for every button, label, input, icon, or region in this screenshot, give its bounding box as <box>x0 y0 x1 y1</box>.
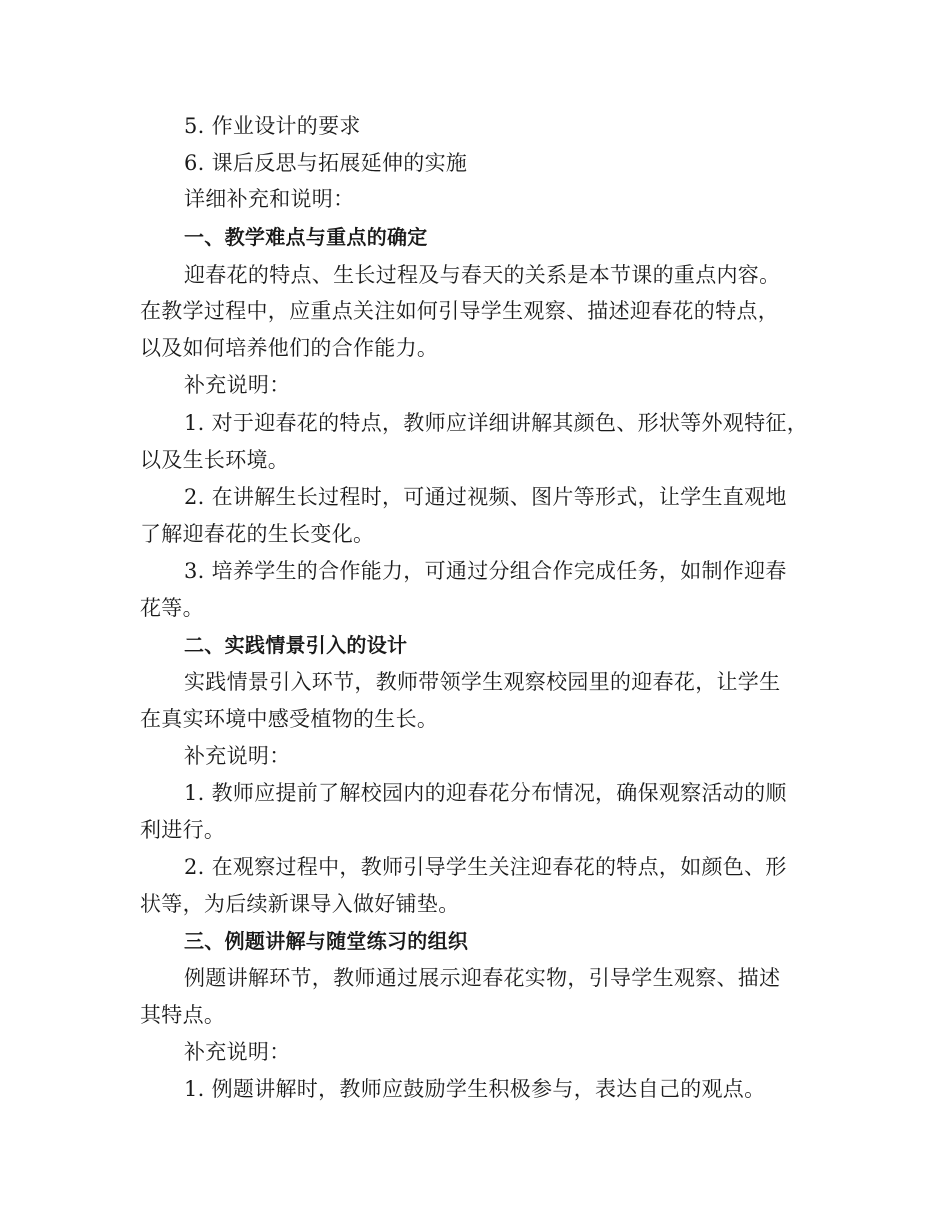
paragraph-line: 1. 对于迎春花的特点，教师应详细讲解其颜色、形状等外观特征， <box>184 411 809 435</box>
paragraph-line: 迎春花的特点、生长过程及与春天的关系是本节课的重点内容。 <box>184 263 781 287</box>
paragraph-line: 2. 在讲解生长过程时，可通过视频、图片等形式，让学生直观地 <box>184 485 787 509</box>
supplement-heading: 详细补充和说明： <box>184 187 355 211</box>
paragraph-line: 在真实环境中感受植物的生长。 <box>140 707 439 731</box>
paragraph-line: 1. 教师应提前了解校园内的迎春花分布情况，确保观察活动的顺 <box>184 781 787 805</box>
paragraph-line: 在教学过程中，应重点关注如何引导学生观察、描述迎春花的特点， <box>140 299 779 323</box>
paragraph-line: 1. 例题讲解时，教师应鼓励学生积极参与，表达自己的观点。 <box>184 1077 766 1101</box>
section-heading-2: 二、实践情景引入的设计 <box>184 633 408 657</box>
supplement-label: 补充说明： <box>184 1040 291 1064</box>
paragraph-line: 实践情景引入环节，教师带领学生观察校园里的迎春花，让学生 <box>184 670 781 694</box>
paragraph-line: 状等，为后续新课导入做好铺垫。 <box>140 892 460 916</box>
paragraph-line: 花等。 <box>140 596 204 620</box>
section-heading-1: 一、教学难点与重点的确定 <box>184 225 428 249</box>
paragraph-line: 以及生长环境。 <box>140 448 290 472</box>
list-item-6: 6. 课后反思与拓展延伸的实施 <box>184 151 468 175</box>
paragraph-line: 以及如何培养他们的合作能力。 <box>140 336 439 360</box>
paragraph-line: 3. 培养学生的合作能力，可通过分组合作完成任务，如制作迎春 <box>184 559 787 583</box>
list-item-5: 5. 作业设计的要求 <box>184 114 361 138</box>
supplement-label: 补充说明： <box>184 373 291 397</box>
paragraph-line: 其特点。 <box>140 1003 226 1027</box>
paragraph-line: 2. 在观察过程中，教师引导学生关注迎春花的特点，如颜色、形 <box>184 855 787 879</box>
paragraph-line: 利进行。 <box>140 818 226 842</box>
section-heading-3: 三、例题讲解与随堂练习的组织 <box>184 929 469 953</box>
paragraph-line: 例题讲解环节，教师通过展示迎春花实物，引导学生观察、描述 <box>184 966 781 990</box>
supplement-label: 补充说明： <box>184 744 291 768</box>
paragraph-line: 了解迎春花的生长变化。 <box>140 522 375 546</box>
